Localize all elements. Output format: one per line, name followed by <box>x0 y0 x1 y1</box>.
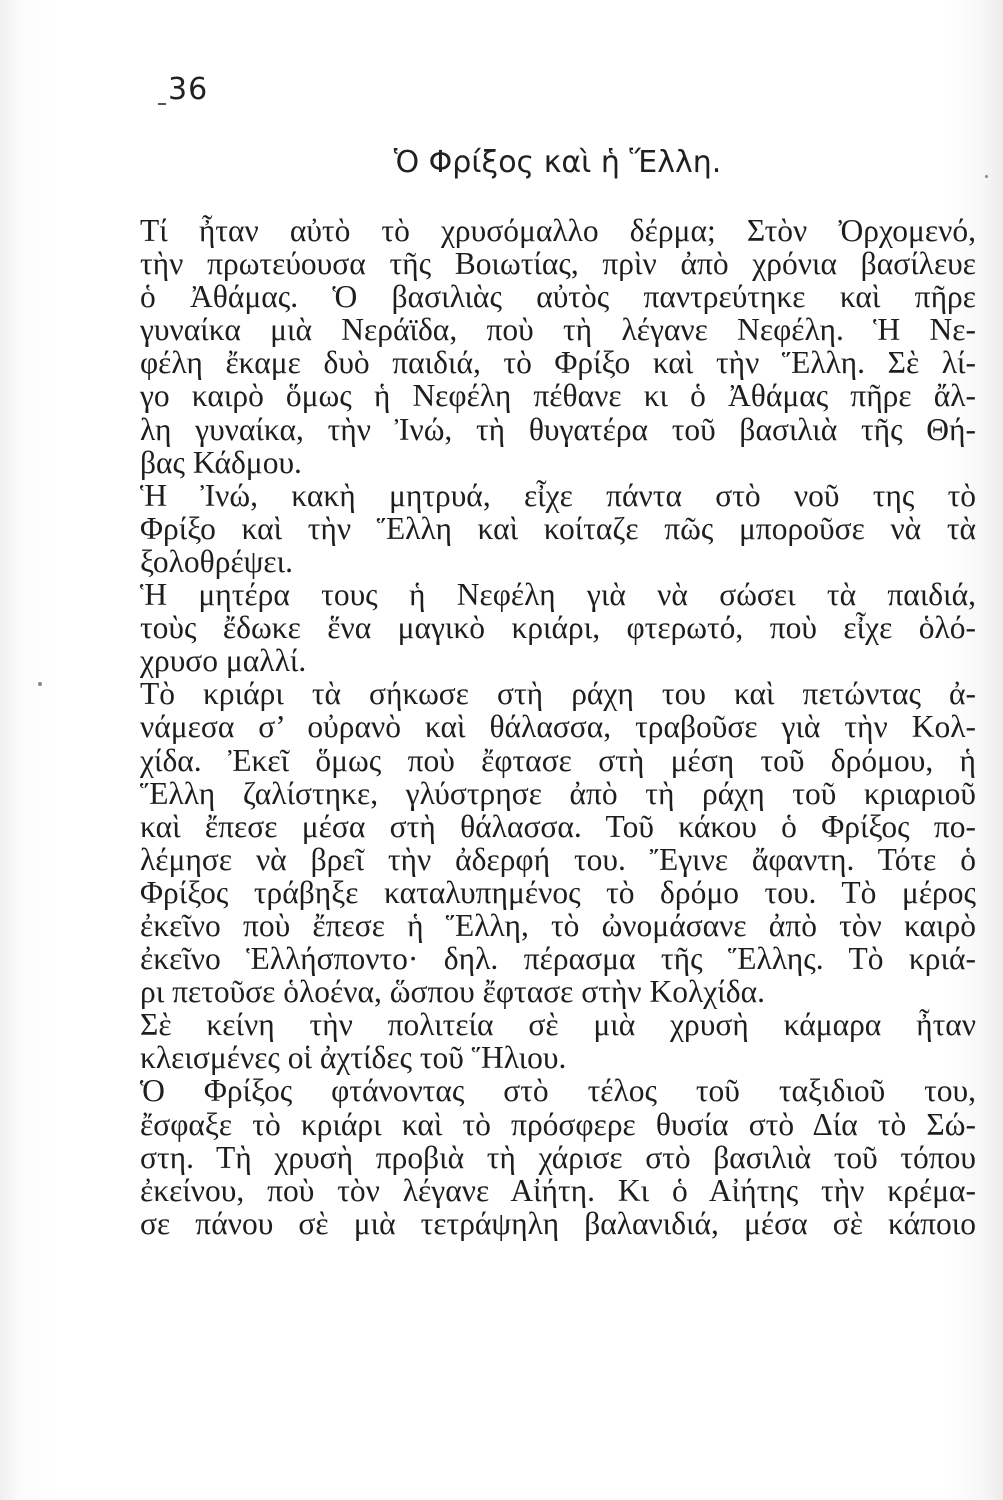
text-line: στη. Τὴ χρυσὴ προβιὰ τὴ χάρισε στὸ βασιλιὰ τοῦ τόπου <box>140 1139 976 1175</box>
text-line: Σὲ κείνη τὴν πολιτεία σὲ μιὰ χρυσὴ κάμαρα ἦταν <box>140 1007 976 1043</box>
text-line: Ἡ Ἰνώ, κακὴ μητρυά, εἶχε πάντα στὸ νοῦ της τὸ <box>140 477 976 513</box>
text-line: Ἕλλη ζαλίστηκε, γλύστρησε ἀπὸ τὴ ράχη τοῦ κριαριοῦ <box>140 775 976 811</box>
text-line: κλεισμένες οἱ ἀχτίδες τοῦ Ἥλιου. <box>140 1040 567 1076</box>
text-line: ἐκείνου, ποὺ τὸν λέγανε Αἰήτη. Κι ὁ Αἰήτης τὴν κρέμα- <box>140 1172 976 1208</box>
scan-mark <box>158 103 166 105</box>
scan-speck <box>38 682 42 686</box>
text-line: ξολοθρέψει. <box>140 543 293 579</box>
text-line: χίδα. Ἐκεῖ ὅμως ποὺ ἔφτασε στὴ μέση τοῦ δρόμου, ἡ <box>140 742 976 778</box>
scan-speck <box>985 175 988 178</box>
text-line: ρι πετοῦσε ὁλοένα, ὥσπου ἔφτασε στὴν Κολχίδα. <box>140 974 765 1010</box>
page-number: 36 <box>168 72 209 107</box>
text-line: Τὸ κριάρι τὰ σήκωσε στὴ ράχη του καὶ πετώντας ἀ- <box>140 676 976 712</box>
text-line: χρυσο μαλλί. <box>140 643 307 679</box>
text-line: βας Κάδμου. <box>140 444 302 480</box>
text-line: λη γυναίκα, τὴν Ἰνώ, τὴ θυγατέρα τοῦ βασιλιὰ τῆς Θή- <box>140 411 976 447</box>
text-line: λέμησε νὰ βρεῖ τὴν ἀδερφή του. Ἔγινε ἄφαντη. Τότε ὁ <box>140 841 976 877</box>
text-line: φέλη ἔκαμε δυὸ παιδιά, τὸ Φρίξο καὶ τὴν Ἕλλη. Σὲ λί- <box>140 345 976 381</box>
text-line: ὁ Ἀθάμας. Ὁ βασιλιὰς αὐτὸς παντρεύτηκε καὶ πῆρε <box>140 279 976 315</box>
text-line: Φρίξος τράβηξε καταλυπημένος τὸ δρόμο του. Τὸ μέρος <box>140 874 976 910</box>
text-line: σε πάνου σὲ μιὰ τετράψηλη βαλανιδιά, μέσα σὲ κάποιο <box>140 1205 976 1241</box>
text-line: Φρίξο καὶ τὴν Ἕλλη καὶ κοίταζε πῶς μποροῦσε νὰ τὰ <box>140 510 976 546</box>
text-line: τοὺς ἔδωκε ἕνα μαγικὸ κριάρι, φτερωτό, ποὺ εἶχε ὁλό- <box>140 610 976 646</box>
text-line: ἐκεῖνο Ἑλλήσποντο· δηλ. πέρασμα τῆς Ἕλλης. Τὸ κριά- <box>140 941 976 977</box>
text-line: καὶ ἔπεσε μέσα στὴ θάλασσα. Τοῦ κάκου ὁ Φρίξος πο- <box>140 808 976 844</box>
body-text <box>140 214 976 1240</box>
text-line: ἐκεῖνο ποὺ ἔπεσε ἡ Ἕλλη, τὸ ὠνομάσανε ἀπὸ τὸν καιρὸ <box>140 907 976 943</box>
chapter-title: Ὁ Φρίξος καὶ ἡ Ἕλλη. <box>393 145 722 180</box>
text-line: νάμεσα σ’ οὐρανὸ καὶ θάλασσα, τραβοῦσε γιὰ τὴν Κολ- <box>140 709 976 745</box>
text-line: Ἡ μητέρα τους ἡ Νεφέλη γιὰ νὰ σώσει τὰ παιδιά, <box>140 577 976 613</box>
text-line: γυναίκα μιὰ Νεράϊδα, ποὺ τὴ λέγανε Νεφέλη. Ἡ Νε- <box>140 312 976 348</box>
text-line: Τί ἦταν αὐτὸ τὸ χρυσόμαλλο δέρμα; Στὸν Ὀρχομενό, <box>140 213 976 248</box>
text-line: τὴν πρωτεύουσα τῆς Βοιωτίας, πρὶν ἀπὸ χρόνια βασίλευε <box>140 246 976 282</box>
text-line: Ὁ Φρίξος φτάνοντας στὸ τέλος τοῦ ταξιδιοῦ του, <box>140 1073 976 1109</box>
text-line: ἔσφαξε τὸ κριάρι καὶ τὸ πρόσφερε θυσία στὸ Δία τὸ Σώ- <box>140 1106 976 1142</box>
text-line: γο καιρὸ ὅμως ἡ Νεφέλη πέθανε κι ὁ Ἀθάμας πῆρε ἄλ- <box>140 378 976 414</box>
